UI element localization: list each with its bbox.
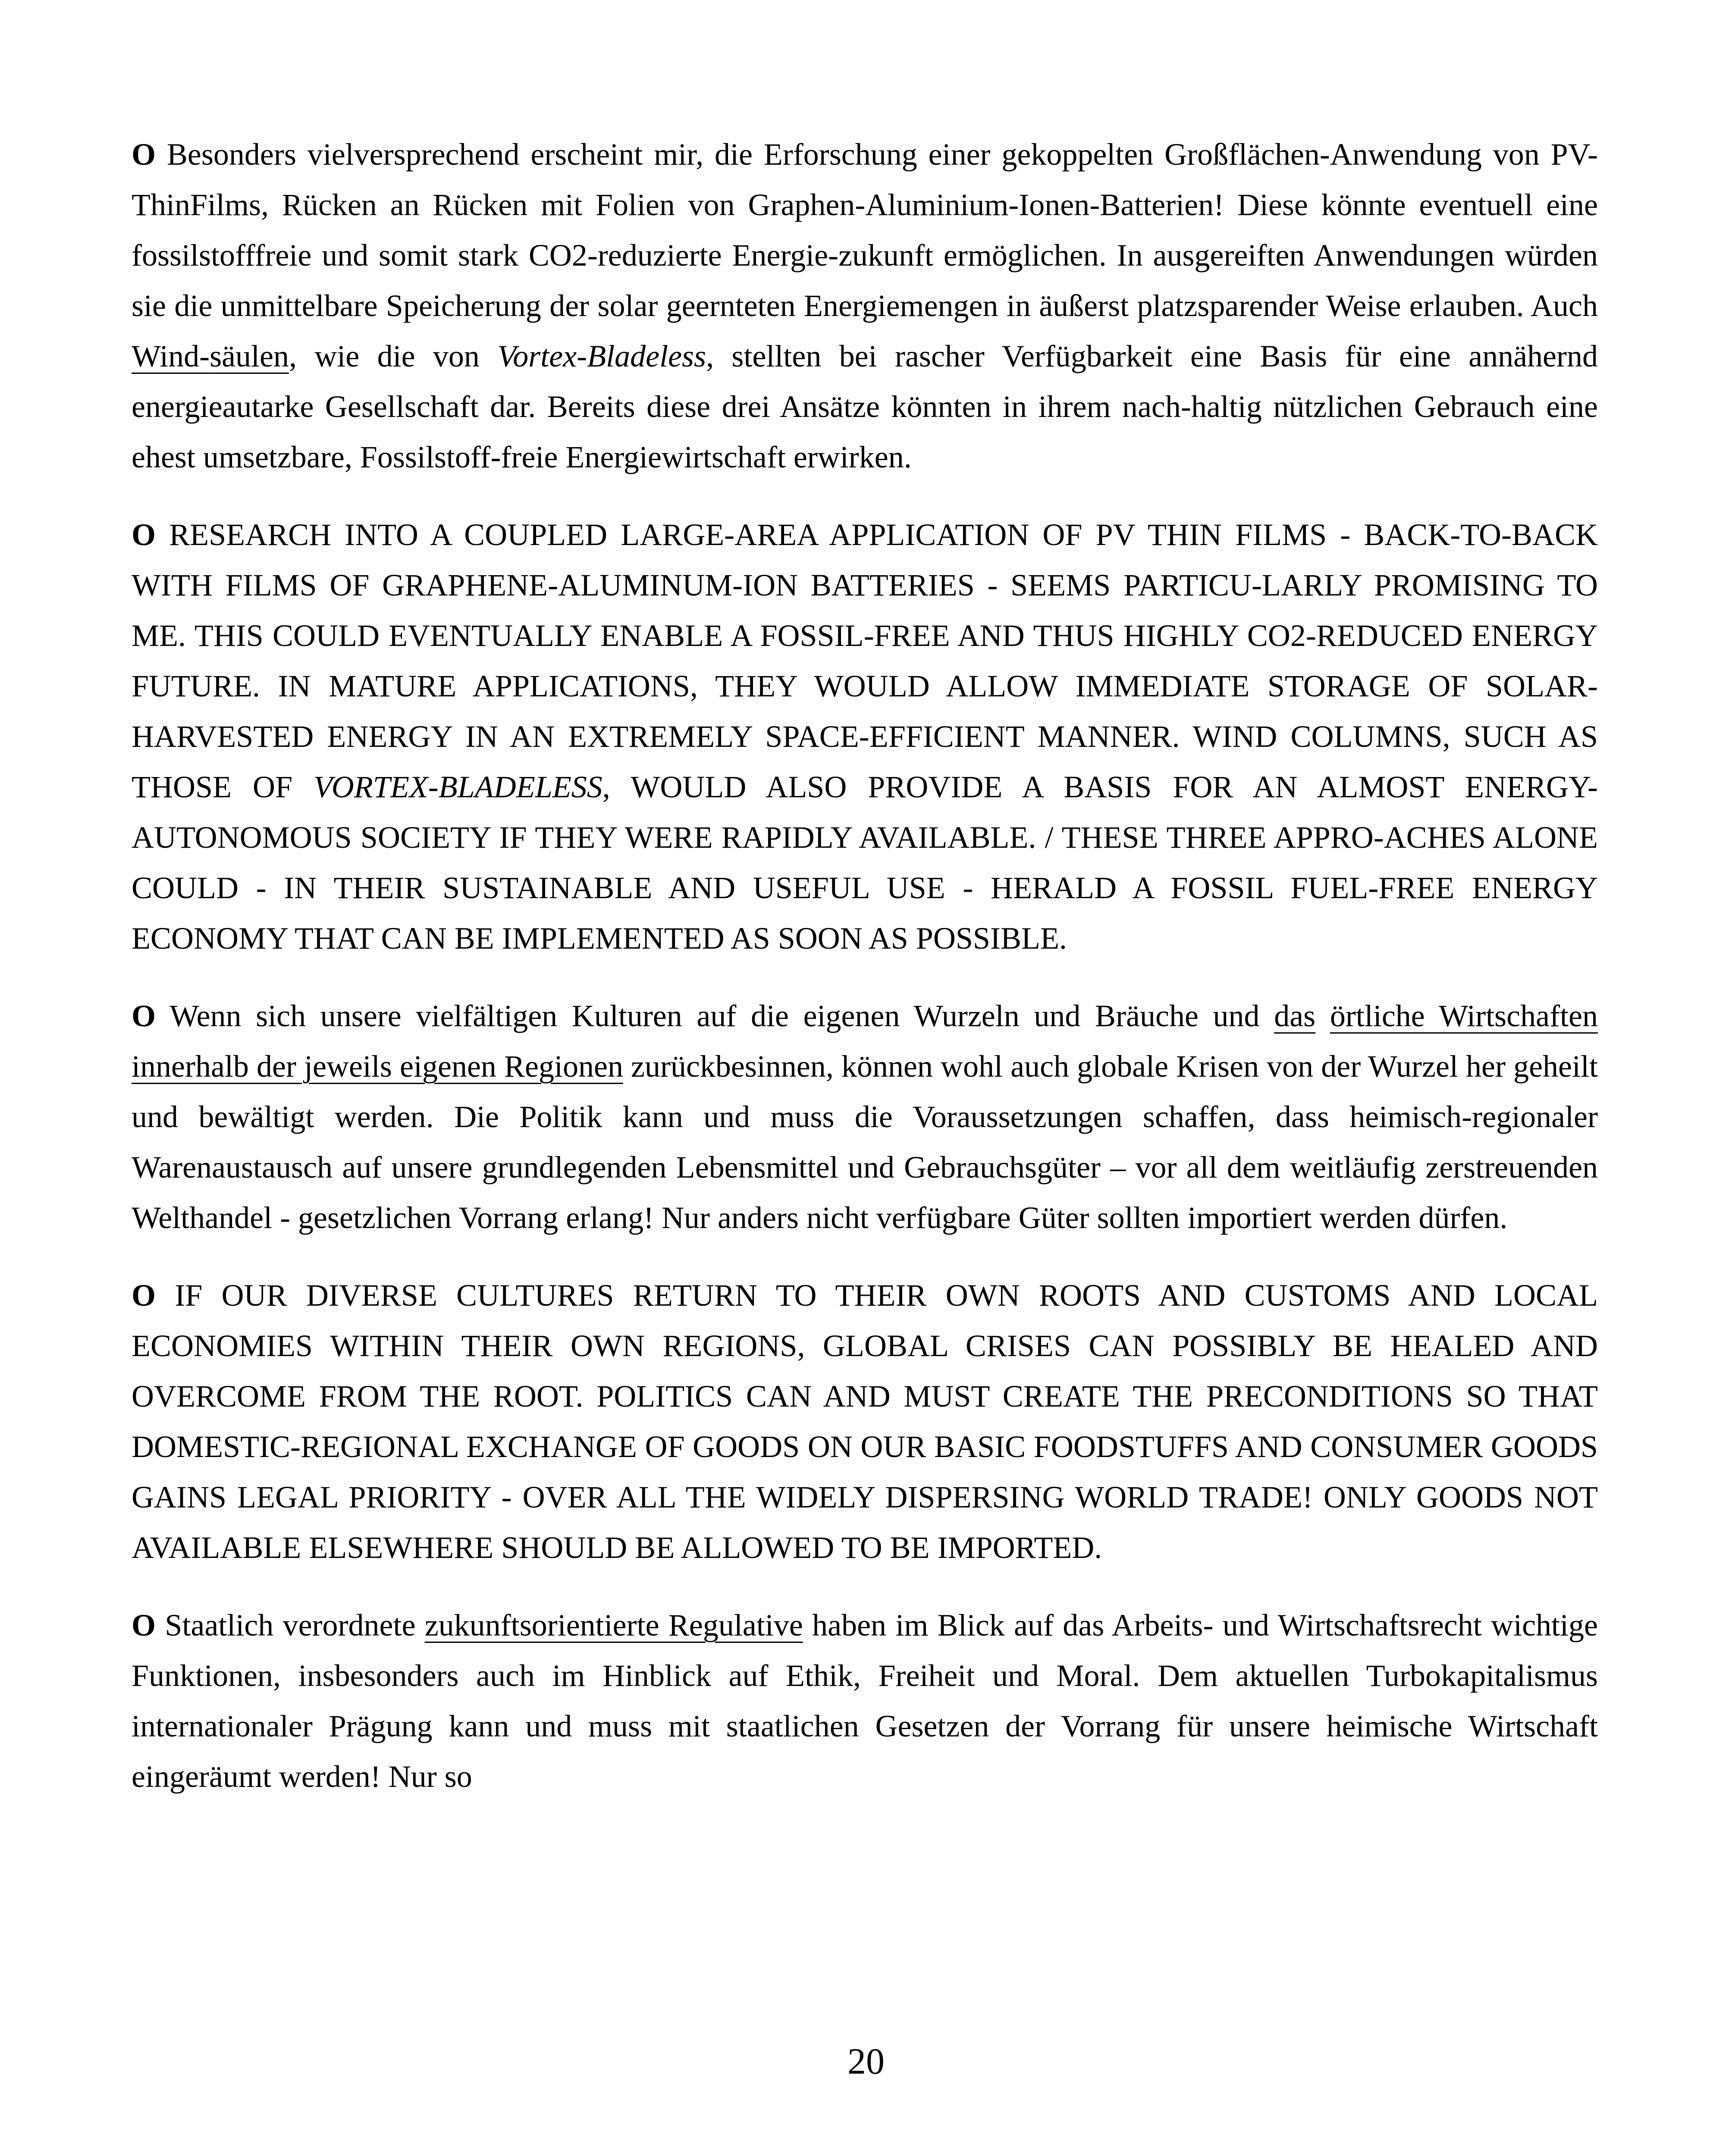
text-run: Anwendung von PV-ThinFilms, Rücken an Rücken mit Folien von Graphen-Aluminium-Ionen- <box>132 137 1598 222</box>
paragraph-marker: O <box>132 1278 156 1313</box>
text-run: THUS HIGHLY CO2-REDUCED ENERGY FUTURE. IN MATURE APPLICATIONS, THEY <box>132 618 1598 703</box>
text-run: muss die Voraussetzungen schaffen, dass heimisch-regionaler Warenaustausch auf unsere <box>132 1100 1598 1185</box>
italic-text: Vortex-Bladeless <box>497 339 706 373</box>
text-run: ACHES ALONE COULD - IN THEIR SUSTAINABLE AND USEFUL USE - HERALD A FOSSIL <box>132 820 1598 905</box>
text-run: Besonders vielversprechend erscheint mir, die Erforschung einer gekoppelten Großflächen- <box>156 137 1330 172</box>
text-run: der solar geernteten Energiemengen in äußerst platzsparender Weise erlauben. Auch <box>549 288 1598 323</box>
underlined-text: Wind- <box>132 339 210 373</box>
text-run: , WOULD ALSO PROVIDE A BASIS FOR AN ALMOST ENERGY- <box>602 770 1598 804</box>
underlined-text: das <box>1274 999 1316 1033</box>
text-run: , stellten bei rascher Verfügbarkeit eine Basis für eine <box>706 339 1451 373</box>
text-run: RESEARCH INTO A COUPLED LARGE-AREA APPLICATION OF PV THIN FILMS - BACK- <box>156 517 1461 552</box>
paragraph-marker: O <box>132 1608 156 1642</box>
text-run: Staatlich verordnete <box>156 1608 425 1642</box>
text-run: haben im Blick auf das Arbeits- und <box>803 1608 1269 1642</box>
text-run: Wirtschaftsrecht wichtige Funktionen, insbesonders auch im Hinblick auf Ethik, Freiheit und <box>132 1608 1598 1693</box>
italic-text: VORTEX-BLADELESS <box>313 770 602 804</box>
text-run: HEALED AND OVERCOME FROM THE ROOT. POLITICS CAN AND MUST CREATE THE <box>132 1329 1598 1413</box>
text-run: TO-BACK WITH FILMS OF GRAPHENE-ALUMINUM-ION BATTERIES - SEEMS PARTICU- <box>132 517 1598 602</box>
text-run: zurückbesinnen, können wohl <box>623 1049 1003 1084</box>
text-run: AUTONOMOUS SOCIETY IF THEY WERE RAPIDLY AVAILABLE. / THESE THREE APPRO- <box>132 820 1384 855</box>
paragraph-marker: O <box>132 517 156 552</box>
body-text <box>132 129 1598 1829</box>
text-run: , wie die von <box>289 339 498 373</box>
text-run: staatlichen Gesetzen der Vorrang für unsere heimische Wirtschaft eingeräumt werden! Nur so <box>132 1709 1598 1794</box>
text-run: LARLY PROMISING TO ME. THIS COULD EVENTUALLY ENABLE A FOSSIL-FREE AND <box>132 568 1598 653</box>
text-run: WIDELY DISPERSING WORLD TRADE! ONLY GOODS NOT AVAILABLE ELSEWHERE <box>132 1480 1598 1565</box>
paragraph <box>132 991 1598 1243</box>
text-run: WOULD ALLOW IMMEDIATE STORAGE OF SOLAR-HARVESTED ENERGY IN AN <box>132 669 1598 754</box>
text-run: IF OUR DIVERSE CULTURES RETURN TO THEIR OWN ROOTS AND CUSTOMS AND <box>156 1278 1475 1313</box>
text-run: FUEL-FREE ENERGY ECONOMY THAT CAN BE IMPLEMENTED AS SOON AS POSSIBLE. <box>132 871 1598 956</box>
paragraph <box>132 129 1598 483</box>
underlined-text: säulen <box>210 339 289 373</box>
text-run: annähernd energieautarke Gesellschaft dar. Bereits diese drei Ansätze könnten in ihrem nach- <box>132 339 1598 424</box>
text-run: zukunft ermöglichen. In ausgereiften Anwendungen würden sie die unmittelbare Speicherung <box>132 238 1598 323</box>
text-run: Welthandel - gesetzlichen Vorrang erlang! Nur anders nicht verfügbare Güter sollten importiert <box>132 1200 1312 1235</box>
paragraph <box>132 1600 1598 1802</box>
paragraph-marker: O <box>132 999 156 1033</box>
text-run: werden dürfen. <box>1319 1200 1508 1235</box>
text-run: Wenn sich unsere vielfältigen Kulturen auf die eigenen Wurzeln und Bräuche und <box>156 999 1274 1033</box>
text-run: LOCAL ECONOMIES WITHIN THEIR OWN REGIONS, GLOBAL CRISES CAN POSSIBLY BE <box>132 1278 1598 1363</box>
underlined-text: zukunftsorientierte Regulative <box>424 1608 803 1642</box>
text-run: haltig nützlichen Gebrauch eine ehest umsetzbare, Fossilstoff-freie Energiewirtschaft erwirken. <box>132 389 1598 474</box>
text-run: auch globale Krisen von der Wurzel her geheilt und bewältigt werden. Die Politik kann und <box>132 1049 1598 1134</box>
text-run: Batterien! Diese könnte eventuell eine fossilstofffreie und somit stark CO2-reduzierte Energie- <box>132 188 1598 273</box>
text-run: EXTREMELY SPACE-EFFICIENT MANNER. WIND COLUMNS, SUCH AS THOSE OF <box>132 719 1598 804</box>
text-run: PRECONDITIONS SO THAT DOMESTIC-REGIONAL EXCHANGE OF GOODS ON OUR <box>132 1379 1598 1464</box>
underlined-text: örtliche Wirtschaften innerhalb der jeweils eigenen Regionen <box>132 999 1598 1084</box>
page-number: 20 <box>847 2040 885 2082</box>
paragraph <box>132 1270 1598 1573</box>
text-run: SHOULD BE ALLOWED TO BE IMPORTED. <box>501 1530 1102 1565</box>
text-run: BASIC FOODSTUFFS AND CONSUMER GOODS GAINS LEGAL PRIORITY - OVER ALL THE <box>132 1429 1598 1514</box>
paragraph-marker: O <box>132 137 156 172</box>
text-run: Moral. Dem aktuellen Turbokapitalismus internationaler Prägung kann und muss mit <box>132 1658 1598 1743</box>
text-run: grundlegenden Lebensmittel und Gebrauchsgüter – vor all dem weitläufig zerstreuenden <box>482 1150 1598 1185</box>
paragraph <box>132 510 1598 964</box>
